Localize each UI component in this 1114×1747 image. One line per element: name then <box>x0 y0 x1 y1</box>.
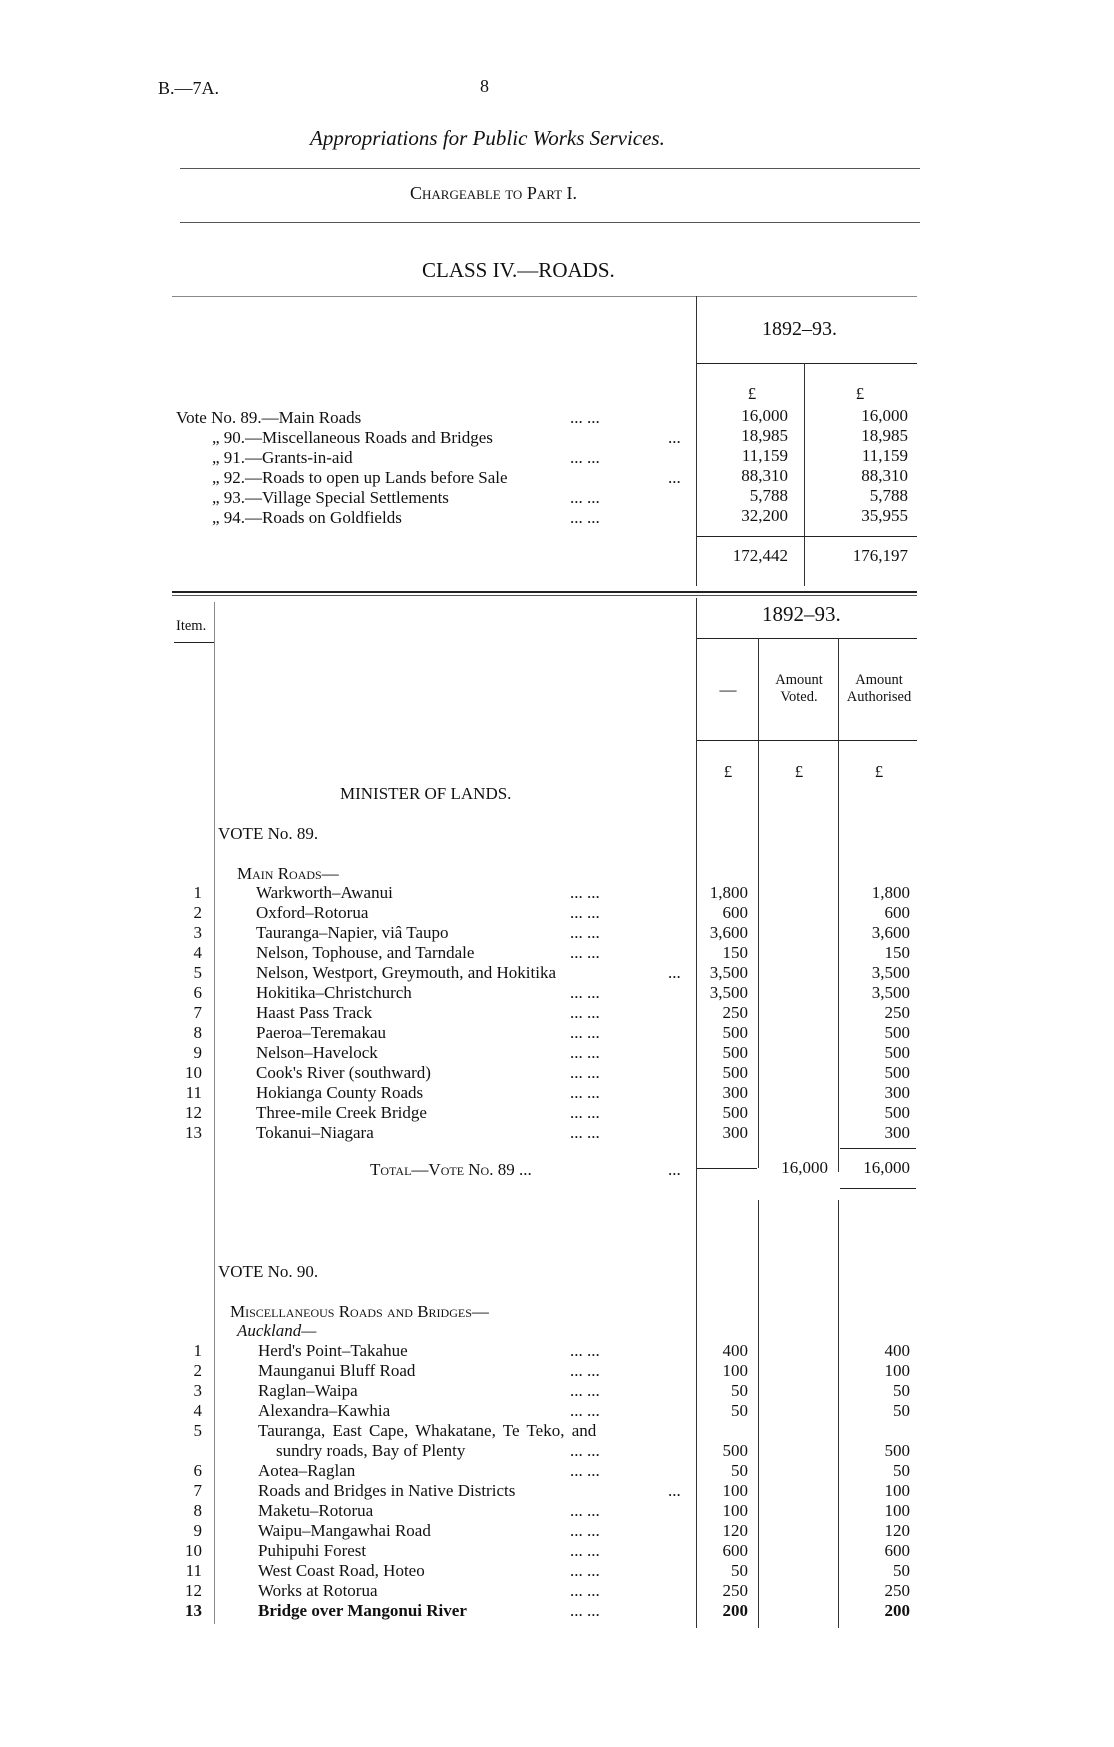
item-number: 10 <box>185 1541 202 1560</box>
item-number: 1 <box>193 883 202 902</box>
item-amount: 200 <box>722 1601 748 1620</box>
rule <box>174 642 214 643</box>
item-label: Puhipuhi Forest <box>258 1541 367 1560</box>
column-divider <box>804 363 805 586</box>
leader-dots: ... ... <box>570 1501 600 1520</box>
table-row <box>0 1601 1114 1621</box>
currency-symbol: £ <box>874 762 884 781</box>
leader-dots: ... ... <box>570 448 600 467</box>
item-label: Herd's Point–Takahue <box>258 1341 408 1360</box>
rule <box>697 363 917 364</box>
item-label: Roads and Bridges in Native Districts <box>258 1481 516 1500</box>
item-label: Paeroa–Teremakau <box>256 1023 387 1042</box>
item-number: 12 <box>185 1103 202 1122</box>
leader-dots: ... ... <box>570 1441 600 1460</box>
item-number: 7 <box>193 1481 202 1500</box>
summary-col1: 32,200 <box>741 506 788 525</box>
document-ref: B.—7A. <box>158 78 220 98</box>
item-amount: 500 <box>722 1023 748 1042</box>
leader-dots: ... ... <box>570 1521 600 1540</box>
rule <box>180 168 920 169</box>
leader-dots: ... ... <box>570 1003 600 1022</box>
item-number: 9 <box>193 1521 202 1540</box>
item-label: Cook's River (southward) <box>256 1063 431 1082</box>
item-amount: 120 <box>722 1521 748 1540</box>
item-label: Maunganui Bluff Road <box>258 1361 416 1380</box>
table-row <box>0 1003 1114 1023</box>
item-number: 6 <box>193 983 202 1002</box>
item-authorised: 400 <box>884 1341 910 1360</box>
leader-dots: ... ... <box>570 1601 600 1620</box>
item-authorised: 100 <box>884 1501 910 1520</box>
table-row <box>0 1581 1114 1601</box>
item-authorised: 50 <box>893 1401 910 1420</box>
item-label: Tauranga–Napier, viâ Taupo <box>256 923 449 942</box>
summary-col2: 88,310 <box>861 466 908 485</box>
table-row <box>0 1123 1114 1143</box>
item-amount: 600 <box>722 903 748 922</box>
table-row <box>0 903 1114 923</box>
currency-symbol: £ <box>794 762 804 781</box>
page-title: Appropriations for Public Works Services. <box>310 126 665 150</box>
leader-dots: ... ... <box>570 1083 600 1102</box>
vote-prefix: „ 94.— <box>212 508 263 527</box>
item-authorised: 500 <box>884 1043 910 1062</box>
class-title: CLASS IV.—ROADS. <box>422 258 615 282</box>
summary-col1: 11,159 <box>741 446 788 465</box>
leader-dots: ... ... <box>570 1123 600 1142</box>
item-authorised: 1,800 <box>871 883 910 902</box>
item-authorised: 100 <box>884 1481 910 1500</box>
item-number: 13 <box>185 1601 202 1620</box>
item-amount: 3,600 <box>709 923 748 942</box>
item-label: Haast Pass Track <box>256 1003 373 1022</box>
leader-dots: ... ... <box>570 1043 600 1062</box>
leader-dots: ... <box>668 963 681 982</box>
table-row <box>0 1063 1114 1083</box>
item-label: Hokianga County Roads <box>256 1083 424 1102</box>
leader-dots: ... ... <box>570 508 600 527</box>
vote-prefix: „ 93.— <box>212 488 263 507</box>
table-row <box>0 1381 1114 1401</box>
item-authorised: 300 <box>884 1123 910 1142</box>
summary-currency-2: £ <box>855 384 865 403</box>
item-number: 13 <box>185 1123 202 1142</box>
vote-prefix: „ 92.— <box>212 468 263 487</box>
column-divider <box>758 1200 759 1628</box>
table-row <box>0 1421 1114 1461</box>
item-authorised: 3,500 <box>871 983 910 1002</box>
table-row <box>0 1361 1114 1381</box>
table-row <box>0 1561 1114 1581</box>
table-row <box>0 943 1114 963</box>
item-authorised: 150 <box>884 943 910 962</box>
item-authorised: 120 <box>884 1521 910 1540</box>
rule <box>697 740 917 741</box>
item-authorised: 200 <box>884 1601 910 1620</box>
vote-label: Roads to open up Lands before Sale <box>262 468 508 487</box>
item-amount: 250 <box>722 1003 748 1022</box>
summary-col2: 11,159 <box>861 446 908 465</box>
rule <box>840 1188 916 1189</box>
item-authorised: 100 <box>884 1361 910 1380</box>
item-amount: 500 <box>722 1441 748 1460</box>
summary-col1: 5,788 <box>749 486 788 505</box>
item-number: 7 <box>193 1003 202 1022</box>
item-label: Maketu–Rotorua <box>258 1501 374 1520</box>
item-label: Raglan–Waipa <box>258 1381 358 1400</box>
item-number: 6 <box>193 1461 202 1480</box>
item-label: Hokitika–Christchurch <box>256 983 412 1002</box>
item-amount: 50 <box>731 1461 748 1480</box>
summary-col2: 5,788 <box>869 486 908 505</box>
vote-label: Main Roads <box>278 408 362 427</box>
item-number: 9 <box>193 1043 202 1062</box>
leader-dots: ... ... <box>570 1103 600 1122</box>
leader-dots: ... ... <box>570 983 600 1002</box>
vote-89-total-authorised: 16,000 <box>863 1158 910 1177</box>
item-amount: 300 <box>722 1123 748 1142</box>
leader-dots: ... ... <box>570 1461 600 1480</box>
rule <box>840 1148 916 1149</box>
leader-dots: ... ... <box>570 1063 600 1082</box>
item-label: Oxford–Rotorua <box>256 903 369 922</box>
blank-column-header: — <box>719 680 737 699</box>
summary-col2: 18,985 <box>861 426 908 445</box>
table-row <box>0 1461 1114 1481</box>
table-row <box>0 983 1114 1003</box>
item-label: West Coast Road, Hoteo <box>258 1561 425 1580</box>
item-authorised: 50 <box>893 1561 910 1580</box>
column-divider <box>696 296 697 586</box>
item-amount: 50 <box>731 1401 748 1420</box>
leader-dots: ... ... <box>570 1361 600 1380</box>
summary-col1: 16,000 <box>741 406 788 425</box>
table-row <box>0 1103 1114 1123</box>
item-amount: 600 <box>722 1541 748 1560</box>
vote-89-total-voted: 16,000 <box>781 1158 828 1177</box>
item-label: Tokanui–Niagara <box>256 1123 374 1142</box>
item-number: 11 <box>185 1561 202 1580</box>
table-row <box>0 1023 1114 1043</box>
item-label-continued: sundry roads, Bay of Plenty <box>276 1441 466 1460</box>
vote-label: Roads on Goldfields <box>262 508 402 527</box>
leader-dots: ... ... <box>570 1561 600 1580</box>
summary-col2: 35,955 <box>861 506 908 525</box>
rule <box>172 591 917 593</box>
table-row <box>0 963 1114 983</box>
rule <box>697 536 917 537</box>
item-label: Works at Rotorua <box>258 1581 378 1600</box>
currency-symbol: £ <box>723 762 733 781</box>
page-number: 8 <box>480 76 489 96</box>
item-label: Waipu–Mangawhai Road <box>258 1521 431 1540</box>
item-amount: 100 <box>722 1501 748 1520</box>
vote-89-title: VOTE No. 89. <box>218 824 319 843</box>
table-row <box>0 1043 1114 1063</box>
item-amount: 500 <box>722 1103 748 1122</box>
leader-dots: ... ... <box>570 1023 600 1042</box>
table-row <box>0 1083 1114 1103</box>
item-authorised: 500 <box>884 1063 910 1082</box>
item-label: Nelson–Havelock <box>256 1043 378 1062</box>
item-authorised: 500 <box>884 1441 910 1460</box>
vote-89-total-label: Total—Vote No. 89 ... <box>370 1160 532 1179</box>
item-authorised: 600 <box>884 1541 910 1560</box>
vote-label: Grants-in-aid <box>262 448 353 467</box>
item-amount: 150 <box>722 943 748 962</box>
amount-voted-header: Amount Voted. <box>775 672 823 705</box>
item-authorised: 250 <box>884 1003 910 1022</box>
item-amount: 1,800 <box>709 883 748 902</box>
leader-dots: ... <box>668 1160 681 1179</box>
item-amount: 250 <box>722 1581 748 1600</box>
leader-dots: ... ... <box>570 1381 600 1400</box>
item-number: 8 <box>193 1501 202 1520</box>
leader-dots: ... <box>668 1481 681 1500</box>
item-amount: 100 <box>722 1481 748 1500</box>
table-row <box>0 1521 1114 1541</box>
leader-dots: ... <box>668 468 681 487</box>
table-row <box>0 1541 1114 1561</box>
minister-heading: MINISTER OF LANDS. <box>340 784 512 803</box>
vote-89-heading: Main Roads— <box>237 864 339 883</box>
vote-prefix: Vote No. 89.— <box>176 408 279 427</box>
leader-dots: ... ... <box>570 408 600 427</box>
summary-total-2: 176,197 <box>852 546 908 565</box>
item-number: 2 <box>193 903 202 922</box>
leader-dots: ... ... <box>570 943 600 962</box>
table-row <box>0 1501 1114 1521</box>
item-amount: 300 <box>722 1083 748 1102</box>
item-authorised: 500 <box>884 1103 910 1122</box>
table-row <box>0 1401 1114 1421</box>
chargeable-heading: Chargeable to Part I. <box>410 183 578 203</box>
item-number: 10 <box>185 1063 202 1082</box>
table-row <box>0 923 1114 943</box>
item-authorised: 50 <box>893 1381 910 1400</box>
vote-prefix: „ 91.— <box>212 448 263 467</box>
amount-authorised-header: Amount Authorised <box>846 672 912 705</box>
item-authorised: 250 <box>884 1581 910 1600</box>
item-amount: 3,500 <box>709 983 748 1002</box>
item-number: 12 <box>185 1581 202 1600</box>
summary-currency-1: £ <box>747 384 757 403</box>
item-number: 4 <box>193 943 202 962</box>
item-authorised: 50 <box>893 1461 910 1480</box>
rule <box>180 222 920 223</box>
item-amount: 3,500 <box>709 963 748 982</box>
item-number: 8 <box>193 1023 202 1042</box>
rule <box>697 1168 757 1169</box>
leader-dots: ... ... <box>570 923 600 942</box>
item-number: 3 <box>193 1381 202 1400</box>
table-row <box>0 1481 1114 1501</box>
vote-90-heading: Miscellaneous Roads and Bridges— <box>230 1302 489 1321</box>
leader-dots: ... ... <box>570 883 600 902</box>
item-authorised: 3,500 <box>871 963 910 982</box>
item-label: Aotea–Raglan <box>258 1461 356 1480</box>
item-label: Nelson, Westport, Greymouth, and Hokitika <box>256 963 557 982</box>
item-amount: 50 <box>731 1381 748 1400</box>
leader-dots: ... ... <box>570 1341 600 1360</box>
vote-label: Miscellaneous Roads and Bridges <box>262 428 493 447</box>
item-number: 4 <box>193 1401 202 1420</box>
item-column-header: Item. <box>176 618 207 634</box>
item-label: Alexandra–Kawhia <box>258 1401 391 1420</box>
item-number: 5 <box>193 963 202 982</box>
item-label: Nelson, Tophouse, and Tarndale <box>256 943 475 962</box>
item-amount: 100 <box>722 1361 748 1380</box>
leader-dots: ... ... <box>570 1401 600 1420</box>
item-authorised: 300 <box>884 1083 910 1102</box>
vote-prefix: „ 90.— <box>212 428 263 447</box>
rule <box>172 595 917 596</box>
item-number: 3 <box>193 923 202 942</box>
summary-col1: 88,310 <box>741 466 788 485</box>
item-label: Three-mile Creek Bridge <box>256 1103 427 1122</box>
table-row <box>0 883 1114 903</box>
rule <box>697 638 917 639</box>
item-label: Warkworth–Awanui <box>256 883 393 902</box>
item-label: Tauranga, East Cape, Whakatane, Te Teko, and <box>258 1421 597 1440</box>
item-amount: 500 <box>722 1043 748 1062</box>
region-heading: Auckland— <box>237 1321 317 1340</box>
item-amount: 50 <box>731 1561 748 1580</box>
item-authorised: 500 <box>884 1023 910 1042</box>
leader-dots: ... ... <box>570 1541 600 1560</box>
rule <box>172 296 917 297</box>
leader-dots: ... ... <box>570 488 600 507</box>
column-divider <box>838 1200 839 1628</box>
item-number: 11 <box>185 1083 202 1102</box>
item-authorised: 3,600 <box>871 923 910 942</box>
summary-col2: 16,000 <box>861 406 908 425</box>
leader-dots: ... ... <box>570 1581 600 1600</box>
vote-label: Village Special Settlements <box>262 488 449 507</box>
vote-90-title: VOTE No. 90. <box>218 1262 319 1281</box>
summary-col1: 18,985 <box>741 426 788 445</box>
item-authorised: 600 <box>884 903 910 922</box>
summary-year: 1892–93. <box>762 318 837 340</box>
item-amount: 400 <box>722 1341 748 1360</box>
leader-dots: ... <box>668 428 681 447</box>
item-amount: 500 <box>722 1063 748 1082</box>
summary-total-1: 172,442 <box>732 546 788 565</box>
table-row <box>0 1341 1114 1361</box>
item-number: 1 <box>193 1341 202 1360</box>
leader-dots: ... ... <box>570 903 600 922</box>
item-label: Bridge over Mangonui River <box>258 1601 467 1620</box>
detail-year: 1892–93. <box>762 602 841 626</box>
item-number: 2 <box>193 1361 202 1380</box>
item-number: 5 <box>193 1421 202 1440</box>
